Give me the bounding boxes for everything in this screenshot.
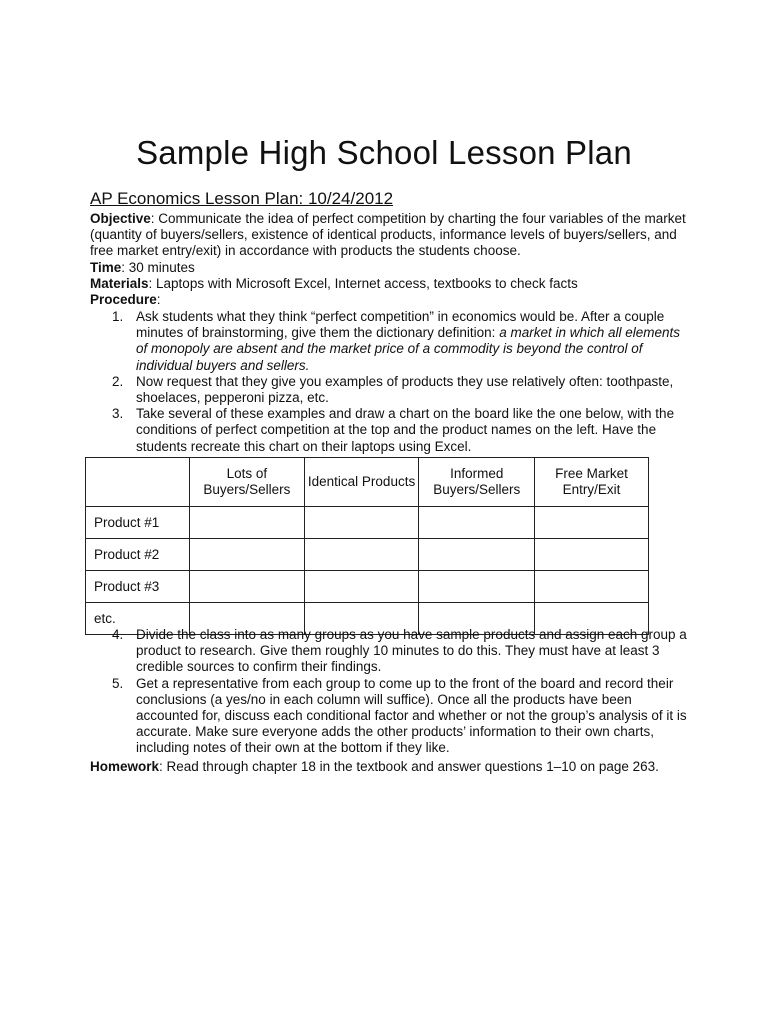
procedure-line — [90, 292, 690, 308]
procedure-step — [112, 309, 687, 374]
empty-cell — [534, 571, 648, 603]
step-number: 1. — [112, 309, 124, 324]
step-number: 2. — [112, 373, 124, 389]
procedure-steps-list — [112, 309, 687, 455]
row-label-cell: Product #3 — [86, 571, 190, 603]
table-row — [86, 571, 649, 603]
empty-cell — [190, 571, 305, 603]
time-text: : 30 minutes — [121, 260, 195, 275]
table-header-cell: Free Market Entry/Exit — [534, 458, 648, 507]
empty-cell — [304, 539, 419, 571]
table-row — [86, 539, 649, 571]
row-label-cell: Product #2 — [86, 539, 190, 571]
objective-label: Objective — [90, 211, 151, 226]
competition-chart-table — [85, 457, 649, 635]
empty-cell — [419, 539, 535, 571]
homework-label: Homework — [90, 759, 160, 774]
row-label-cell: etc. — [86, 603, 190, 635]
materials-label: Materials — [90, 276, 149, 291]
procedure-label: Procedure — [90, 292, 157, 307]
procedure-colon: : — [156, 292, 161, 307]
time-line — [90, 260, 690, 276]
objective-text: : Communicate the idea of perfect competition by charting the four variables of the market (quantity of buyers/sellers, existence of identical products, informance levels of buyers/sellers, and free market entry/exit) in accordance with products the students choose. — [90, 211, 686, 259]
step-number: 5. — [112, 675, 124, 691]
materials-line — [90, 276, 690, 292]
materials-text: : Laptops with Microsoft Excel, Internet access, textbooks to check facts — [148, 276, 578, 291]
procedure-step — [112, 374, 687, 406]
table-row — [86, 507, 649, 539]
step-text: Now request that they give you examples of products they use relatively often: toothpaste, shoelaces, pepperoni pizza, etc. — [136, 373, 674, 406]
empty-cell — [419, 507, 535, 539]
table-header-cell — [86, 458, 190, 507]
homework-line — [90, 759, 659, 775]
procedure-step — [112, 406, 687, 455]
step-text: Divide the class into as many groups as you have sample products and assign each group a product to research. Give them roughly 10 minutes to do this. They must have at least 3 credible sources to confirm their findings. — [136, 627, 687, 675]
table-header-row — [86, 458, 649, 507]
empty-cell — [534, 539, 648, 571]
time-label: Time — [90, 260, 122, 275]
empty-cell — [534, 507, 648, 539]
step-text: Get a representative from each group to come up to the front of the board and record their conclusions (a yes/no in each column will suffice). Once all the products have been accounted for, discuss each conditional factor and whether or not the group’s analysis of it is accurate. Make sure everyone adds the other products’ information to their own charts, including notes of their own at the bottom if they like. — [136, 675, 687, 756]
procedure-step — [112, 627, 687, 676]
homework-text: : Read through chapter 18 in the textbook and answer questions 1–10 on page 263. — [159, 759, 659, 774]
step-number: 3. — [112, 406, 124, 422]
step-number: 4. — [112, 627, 124, 642]
empty-cell — [304, 571, 419, 603]
empty-cell — [419, 571, 535, 603]
procedure-step — [112, 676, 687, 757]
table-header-cell: Identical Products — [304, 458, 419, 507]
procedure-steps-list-continued — [112, 627, 687, 757]
lesson-plan-subtitle: AP Economics Lesson Plan: 10/24/2012 — [90, 189, 394, 208]
table-header-cell: Informed Buyers/Sellers — [419, 458, 535, 507]
row-label-cell: Product #1 — [86, 507, 190, 539]
empty-cell — [304, 507, 419, 539]
objective-paragraph — [90, 211, 690, 260]
step-text: Ask students what they think “perfect competition” in economics would be. After a couple minutes of brainstorming, give them the dictionary definition: — [136, 309, 665, 341]
page-title: Sample High School Lesson Plan — [136, 134, 632, 171]
step-text: Take several of these examples and draw a chart on the board like the one below, with the conditions of perfect competition at the top and the product names on the left. Have the students recreate this chart on their laptops using Excel. — [136, 406, 675, 454]
definition-text: a market in which all elements of monopoly are absent and the market price of a commodity is beyond the control of individual buyers and sellers. — [136, 325, 681, 373]
empty-cell — [190, 507, 305, 539]
empty-cell — [190, 539, 305, 571]
table-header-cell: Lots of Buyers/Sellers — [190, 458, 305, 507]
